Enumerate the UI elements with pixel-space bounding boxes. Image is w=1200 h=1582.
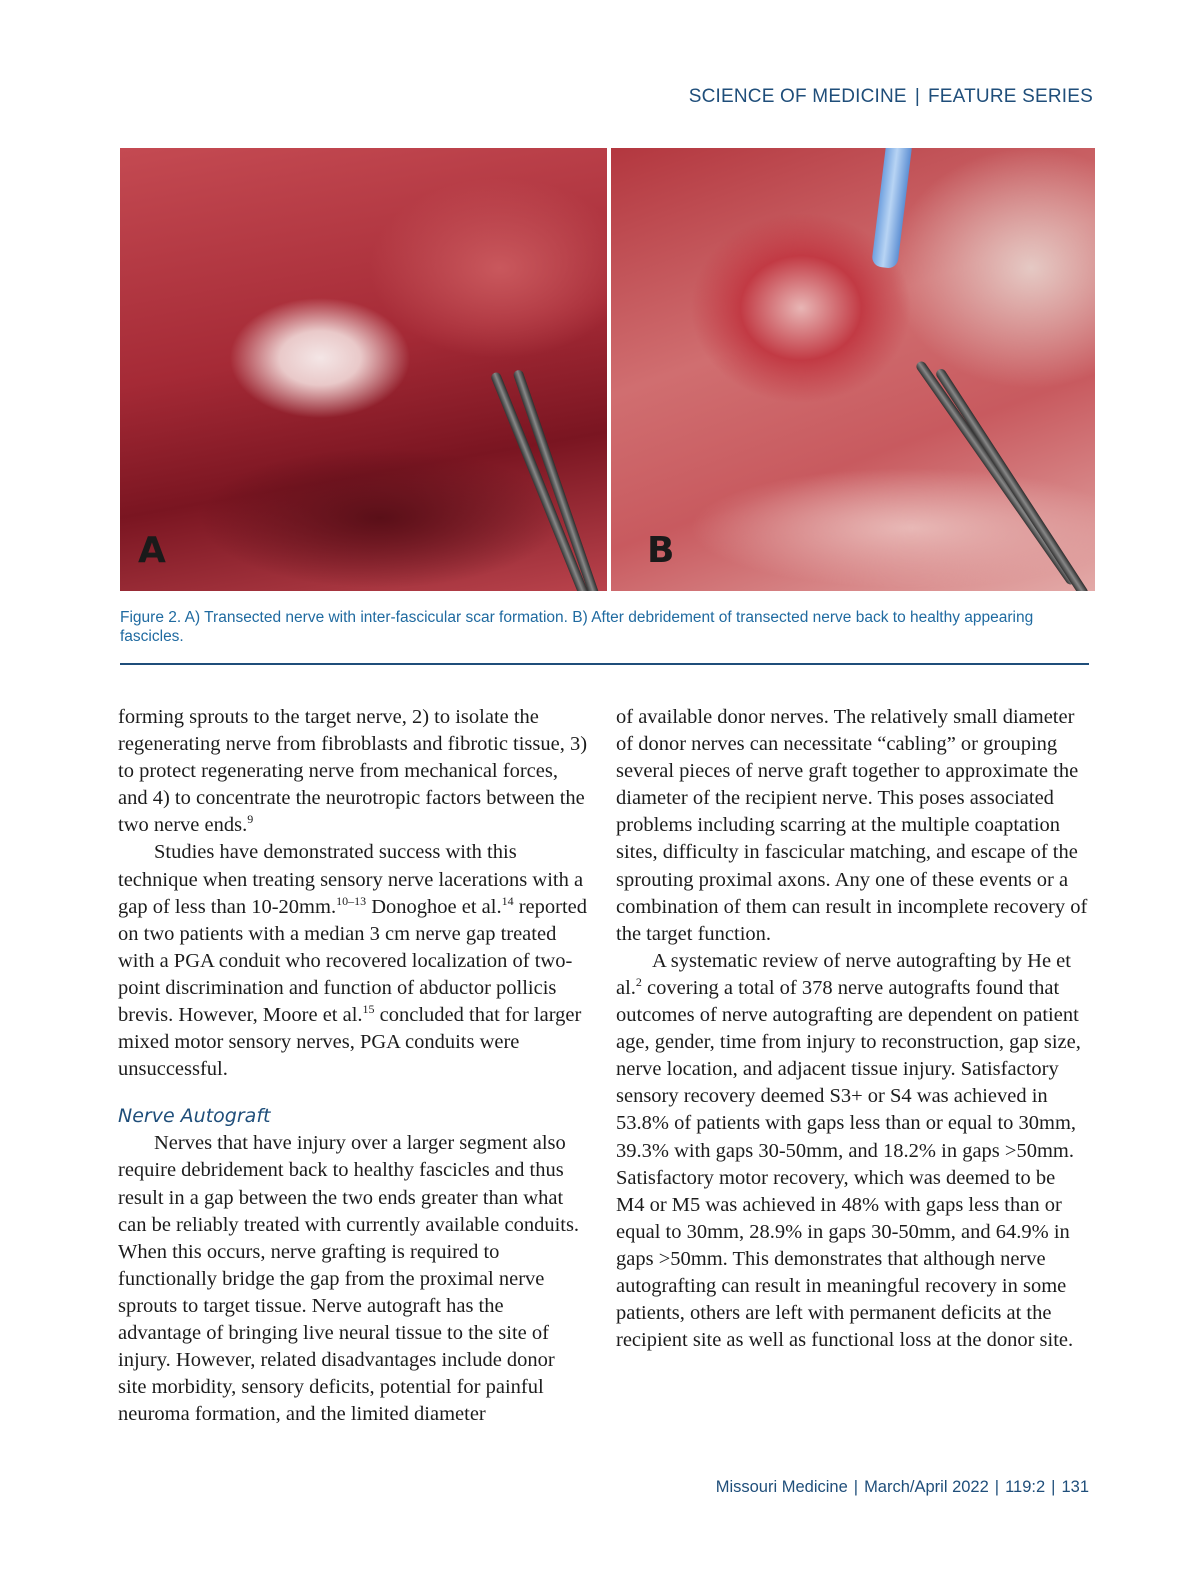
- forceps-shape: [512, 369, 607, 591]
- section-subheading: Nerve Autograft: [118, 1105, 271, 1128]
- citation: 2: [635, 974, 642, 989]
- citation: 14: [501, 893, 514, 908]
- section-title: SCIENCE OF MEDICINE: [688, 86, 907, 107]
- right-column: [616, 704, 1088, 1354]
- issue-date: March/April 2022: [864, 1478, 989, 1496]
- running-header: [689, 86, 1093, 108]
- header-separator: |: [914, 86, 920, 107]
- left-column: [118, 704, 588, 1428]
- paragraph: Nerves that have injury over a larger segment also require debridement back to healthy fascicles and thus result in a gap between the two ends greater than what can be reliably treated with currently available conduits. When this occurs, nerve grafting is required to functionally bridge the gap from the proximal nerve sprouts to target tissue. Nerve autograft has the advantage of bringing live neural tissue to the site of injury. However, related disadvantages include donor site morbidity, sensory deficits, potential for painful neuroma formation, and the limited diameter: [118, 1132, 580, 1426]
- figure-panel-b-photo: [611, 148, 1095, 591]
- volume-issue: 119:2: [1005, 1478, 1046, 1496]
- forceps-shape: [934, 367, 1089, 591]
- series-title: FEATURE SERIES: [927, 86, 1093, 107]
- caption-rule: [120, 663, 1089, 665]
- citation: 15: [362, 1002, 375, 1017]
- citation: 10–13: [336, 893, 367, 908]
- citation: 9: [247, 812, 254, 827]
- paragraph: forming sprouts to the target nerve, 2) to isolate the regenerating nerve from fibroblasts and fibrotic tissue, 3) to protect regenerating nerve from mechanical forces, and 4) to concentrate the neurotropic factors between the two nerve ends.$^9$: [118, 706, 588, 837]
- panel-label-b: B: [646, 530, 675, 571]
- paragraph: A systematic review of nerve autografting by He et al.$^2$ covering a total of 378 nerve autografts found that outcomes of nerve autografting are dependent on patient age, gender, time from injury to reconstruction, gap size, nerve location, and adjacent tissue injury. Satisfactory sensory recovery deemed S3+ or S4 was achieved in 53.8% of patients with gaps less than or equal to 30mm, 39.3% with gaps 30-50mm, and 18.2% in gaps >50mm. Satisfactory motor recovery, which was deemed to be M4 or M5 was achieved in 48% with gaps less than or equal to 30mm, 28.9% in gaps 30-50mm, and 64.9% in gaps >50mm. This demonstrates that although nerve autografting can result in meaningful recovery in some patients, others are left with permanent deficits at the recipient site as well as functional loss at the donor site.: [616, 949, 1081, 1352]
- paragraph: Studies have demonstrated success with this technique when treating sensory nerve lacerations with a gap of less than 10-20mm.$^{10-13}$ Donoghoe et al.$^{14}$ reported on two patients with a median 3 cm nerve gap treated with a PGA conduit who recovered localization of two-point discrimination and function of abductor pollicis brevis. However, Moore et al.$^{15}$ concluded that for larger mixed motor sensory nerves, PGA conduits were unsuccessful.: [118, 841, 587, 1081]
- figure-panel-a-photo: [120, 148, 607, 591]
- journal-name: Missouri Medicine: [715, 1478, 848, 1496]
- vessel-loop-shape: [871, 148, 913, 269]
- page-number: 131: [1061, 1478, 1089, 1496]
- figure-2: [120, 148, 1095, 591]
- figure-caption: Figure 2. A) Transected nerve with inter-fascicular scar formation. B) After debridement of transected nerve back to healthy appearing fascicles.: [120, 609, 1034, 645]
- page-footer: Missouri Medicine | March/April 2022 | 119:2 | 131: [715, 1478, 1089, 1496]
- paragraph: of available donor nerves. The relatively small diameter of donor nerves can necessitate “cabling” or grouping several pieces of nerve graft together to approximate the diameter of the recipient nerve. This poses associated problems including scarring at the multiple coaptation sites, difficulty in fascicular matching, and escape of the sprouting proximal axons. Any one of these events or a combination of them can result in incomplete recovery of the target function.: [616, 706, 1088, 945]
- panel-label-a: A: [138, 530, 166, 571]
